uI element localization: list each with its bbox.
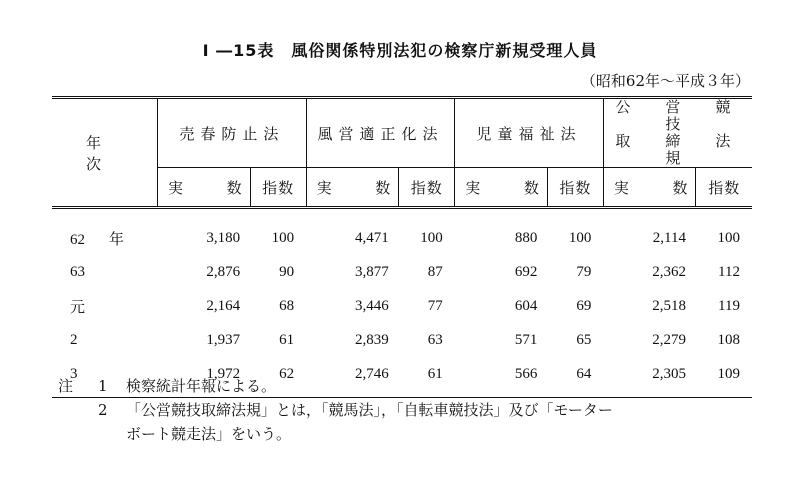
- index-cell: 77: [427, 297, 443, 314]
- index-cell: 61: [399, 357, 455, 398]
- count-cell: 2,305: [603, 357, 696, 398]
- group-header-jido: 児童福祉法: [455, 98, 604, 168]
- subheader-jitsu: 実 数: [603, 168, 696, 208]
- count-cell: 571: [514, 331, 538, 348]
- index-cell: 100: [717, 229, 740, 246]
- index-cell: 61: [279, 331, 295, 348]
- count-cell: 2,746: [306, 357, 399, 398]
- count-cell: 2,362: [652, 263, 686, 280]
- index-cell: 119: [718, 297, 740, 314]
- group-header-fuei: 風営適正化法: [306, 98, 455, 168]
- year-column-header: 年 次: [52, 98, 158, 208]
- index-cell: 65: [576, 331, 592, 348]
- index-cell: 100: [420, 229, 443, 246]
- year-cell: 3: [52, 357, 158, 398]
- index-cell: 69: [576, 297, 592, 314]
- count-cell: 1,937: [206, 331, 241, 348]
- group-header-koei: [603, 98, 766, 168]
- group-header-baishun: 売春防止法: [158, 98, 307, 168]
- subheader-shisu: 指数: [399, 168, 455, 208]
- index-cell: 64: [547, 357, 603, 398]
- count-cell: 566: [455, 357, 548, 398]
- count-cell: 692: [514, 263, 538, 280]
- count-cell: 3,877: [355, 263, 389, 280]
- table-row: [52, 255, 752, 289]
- index-cell: 112: [718, 263, 740, 280]
- count-cell: 3,446: [355, 297, 389, 314]
- subheader-jitsu: 実 数: [306, 168, 399, 208]
- year-cell: 元: [70, 299, 86, 316]
- count-cell: 3,180: [206, 229, 241, 246]
- index-cell: 62: [250, 357, 306, 398]
- table-row: [52, 323, 752, 357]
- index-cell: 79: [576, 263, 592, 280]
- count-cell: 1,972: [158, 357, 251, 398]
- count-cell: 2,279: [652, 331, 686, 348]
- subheader-shisu: 指数: [250, 168, 306, 208]
- index-cell: 108: [717, 331, 740, 348]
- count-cell: 2,164: [206, 297, 241, 314]
- subheader-shisu: 指数: [547, 168, 603, 208]
- index-cell: 68: [279, 297, 295, 314]
- group-header-koei-line1: 公 営 競 技: [615, 98, 766, 133]
- index-cell: 90: [279, 263, 295, 280]
- subheader-jitsu: 実 数: [158, 168, 251, 208]
- count-cell: 604: [514, 297, 538, 314]
- note-continuation: ボート競走法」をいう。: [126, 425, 292, 443]
- year-cell: 62 年: [70, 231, 125, 248]
- count-cell: 2,518: [652, 297, 686, 314]
- notes-label: 注: [58, 377, 74, 395]
- note-number: 1: [98, 377, 108, 395]
- year-cell: 63: [70, 263, 85, 280]
- index-cell: 100: [271, 229, 295, 246]
- index-cell: 87: [427, 263, 443, 280]
- count-cell: 2,876: [206, 263, 241, 280]
- table-row: [52, 289, 752, 323]
- period-label: （昭和62年〜平成３年）: [580, 72, 750, 90]
- statistics-table: [52, 96, 766, 398]
- count-cell: 2,114: [652, 229, 686, 246]
- count-cell: 880: [514, 229, 538, 246]
- note-number: 2: [98, 401, 108, 419]
- count-cell: 2,839: [355, 331, 389, 348]
- note-text: 検察統計年報による。: [126, 377, 277, 395]
- index-cell: 100: [568, 229, 592, 246]
- table-title: I ―15表 風俗関係特別法犯の検察庁新規受理人員: [202, 41, 598, 60]
- index-cell: 109: [696, 357, 752, 398]
- table-row: [52, 221, 752, 255]
- notes: [58, 374, 746, 446]
- subheader-jitsu: 実 数: [455, 168, 548, 208]
- subheader-shisu: 指数: [696, 168, 752, 208]
- note-text: 「公営競技取締法規」とは，「競馬法」，「自転車競技法」及び「モーター: [126, 401, 613, 419]
- index-cell: 63: [427, 331, 443, 348]
- group-header-koei-line2: 取 締 法 規: [615, 132, 766, 167]
- count-cell: 4,471: [355, 229, 389, 246]
- year-cell: 2: [70, 331, 78, 348]
